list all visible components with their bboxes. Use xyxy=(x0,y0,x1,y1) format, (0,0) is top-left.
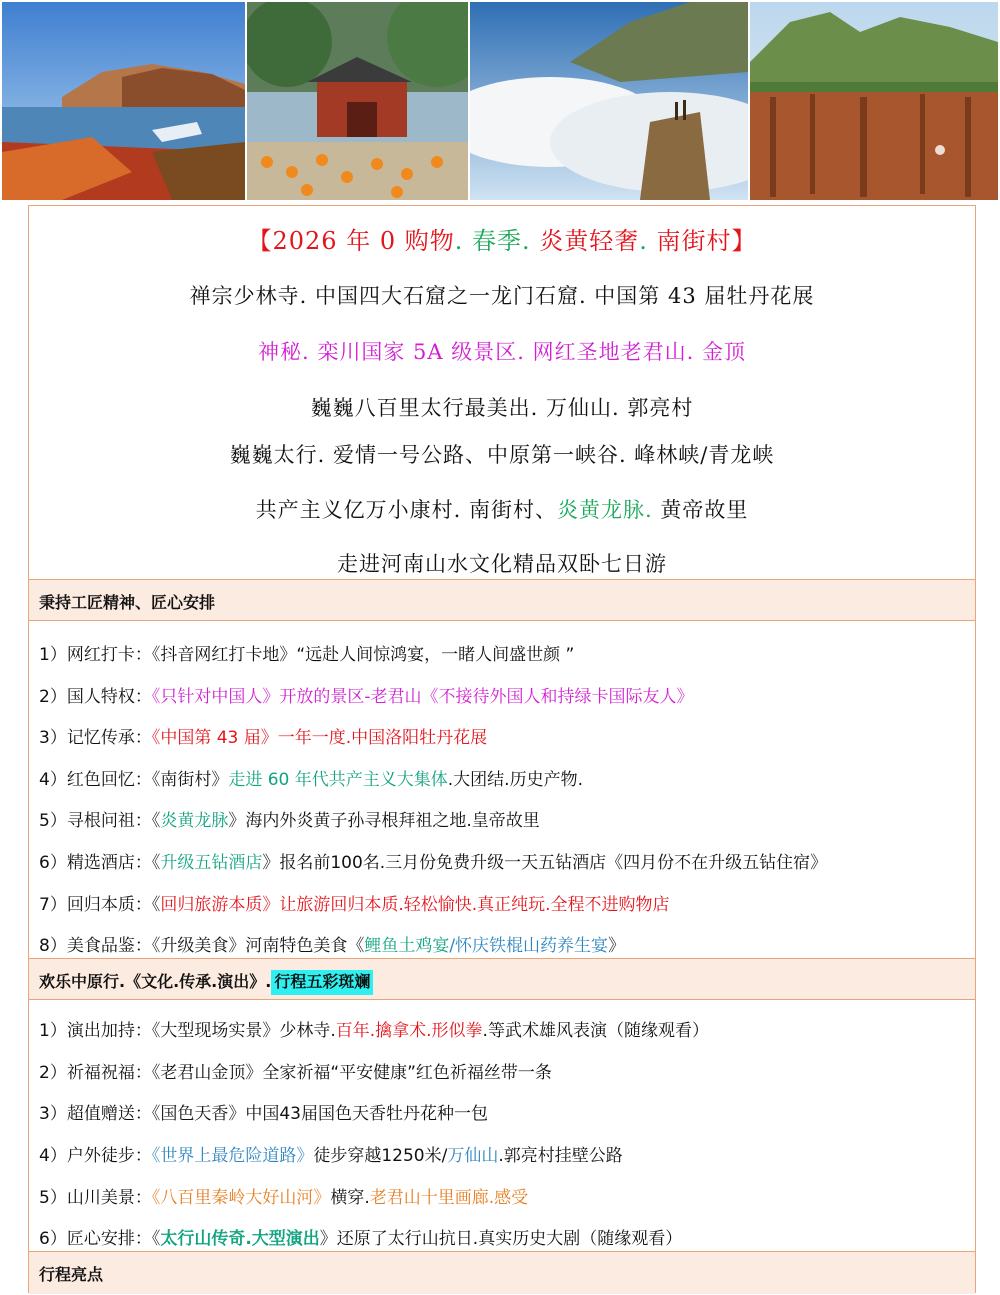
item-highlight: 《只针对中国人》开放的景区-老君山《不接待外国人和持绿卡国际友人》 xyxy=(151,687,694,707)
section-title-text: 欢乐中原行.《文化.传承.演出》. xyxy=(39,972,272,991)
item-text: 8）美食品鉴：《升级美食》河南特色美食《 xyxy=(39,936,365,956)
item-text: 3）记忆传承： xyxy=(39,728,152,748)
title-dot: . xyxy=(639,227,657,255)
item-text: 5）山川美景： xyxy=(39,1188,152,1208)
item-highlight: 《世界上最危险道路》 xyxy=(151,1146,314,1166)
item-text: 1）网红打卡：《抖音网红打卡地》“远赴人间惊鸿宴，一睹人间盛世颜 ” xyxy=(39,645,575,665)
lake-cliff-photo xyxy=(2,2,245,200)
section-title-highlight: 行程五彩斑斓 xyxy=(271,970,373,995)
header-line-1: 禅宗少林寺. 中国四大石窟之一龙门石窟. 中国第 43 届牡丹花展 xyxy=(189,284,815,308)
item-text: 7）回归本质：《 xyxy=(39,895,161,915)
item-text: 徒步穿越1250米/ xyxy=(313,1146,448,1166)
list-item xyxy=(39,1016,709,1041)
header-line-6: 走进河南山水文化精品双卧七日游 xyxy=(337,552,667,576)
item-highlight: 走进 60 年代共产主义大集体 xyxy=(228,770,448,790)
item-text: 2）祈福祝福：《老君山金顶》全家祈福“平安健康”红色祈福丝带一条 xyxy=(39,1063,552,1083)
section-header-culture xyxy=(29,958,975,1000)
cloud-sea-cliff-photo xyxy=(470,2,748,200)
list-item xyxy=(39,723,487,748)
section-header-highlights xyxy=(29,1251,975,1294)
header-line-5-part: 黄帝故里 xyxy=(652,498,749,522)
item-text: 4）红色回忆：《南街村》 xyxy=(39,770,229,790)
item-highlight: 升级五钻酒店 xyxy=(160,853,263,873)
header-line-3: 巍巍八百里太行最美出. 万仙山. 郭亮村 xyxy=(310,396,694,420)
list-item xyxy=(39,1183,528,1208)
title-village: 南街村 xyxy=(656,227,732,255)
item-highlight: 太行山传奇.大型演出 xyxy=(160,1229,320,1249)
item-text: 》海内外炎黄子孙寻根拜祖之地.皇帝故里 xyxy=(228,811,540,831)
item-text: .大团结.历史产物. xyxy=(447,770,583,790)
item-text: 4）户外徒步： xyxy=(39,1146,152,1166)
item-text: .等武术雄风表演（随缘观看） xyxy=(482,1021,709,1041)
item-highlight: 老君山十里画廊.感受 xyxy=(369,1188,529,1208)
item-highlight: 炎黄龙脉 xyxy=(160,811,229,831)
item-highlight: 百年.擒拿术.形似拳 xyxy=(335,1021,483,1041)
item-text: .郭亮村挂壁公路 xyxy=(498,1146,623,1166)
title-luxury: 炎黄轻奢 xyxy=(539,227,640,255)
list-item xyxy=(39,682,693,707)
title-dot: . xyxy=(521,227,540,255)
list-item xyxy=(39,890,670,915)
header-line-5-highlight: 炎黄龙脉. xyxy=(556,498,653,522)
section-title: 秉持工匠精神、匠心安排 xyxy=(39,593,216,612)
list-item xyxy=(39,848,827,873)
title-close: 】 xyxy=(731,227,757,255)
header-line-4: 巍巍太行. 爱情一号公路、中原第一峡谷. 峰林峡/青龙峡 xyxy=(229,443,775,467)
header-line-5-part: 共产主义亿万小康村. 南街村、 xyxy=(255,498,557,522)
header-line-5 xyxy=(29,494,975,524)
item-text: 》 xyxy=(608,936,626,956)
section-title xyxy=(39,969,373,992)
itinerary-title xyxy=(29,221,975,256)
header-line-2: 神秘. 栾川国家 5A 级景区. 网红圣地老君山. 金顶 xyxy=(258,340,746,364)
item-text: 5）寻根问祖：《 xyxy=(39,811,161,831)
itinerary-frame xyxy=(28,205,976,1293)
item-text: 》报名前100名.三月份免费升级一天五钻酒店《四月份不在升级五钻住宿》 xyxy=(262,853,828,873)
itinerary-header xyxy=(29,206,975,579)
item-highlight: /怀庆铁棍山药养生宴 xyxy=(449,936,609,956)
list-item xyxy=(39,640,574,665)
title-main: 【2026 年 0 购物 xyxy=(247,227,455,255)
list-item xyxy=(39,765,583,790)
item-highlight: 万仙山 xyxy=(447,1146,499,1166)
list-item xyxy=(39,1141,623,1166)
taihang-cliff-photo xyxy=(750,2,998,200)
shaolin-temple-photo xyxy=(247,2,468,200)
item-text: 6）精选酒店：《 xyxy=(39,853,161,873)
photo-strip xyxy=(0,0,1000,200)
list-item xyxy=(39,931,625,956)
section-header-craftsmanship xyxy=(29,579,975,621)
item-highlight: 鲤鱼土鸡宴 xyxy=(364,936,450,956)
item-highlight: 《八百里秦岭大好山河》 xyxy=(151,1188,331,1208)
list-item xyxy=(39,806,540,831)
item-text: 3）超值赠送：《国色天香》中国43届国色天香牡丹花种一包 xyxy=(39,1104,488,1124)
item-text: 2）国人特权： xyxy=(39,687,152,707)
item-highlight: 《中国第 43 届》一年一度.中国洛阳牡丹花展 xyxy=(151,728,488,748)
section-title: 行程亮点 xyxy=(39,1265,104,1284)
item-text: 横穿. xyxy=(330,1188,370,1208)
list-item xyxy=(39,1224,682,1249)
item-text: 1）演出加持：《大型现场实景》少林寺. xyxy=(39,1021,336,1041)
list-item xyxy=(39,1099,488,1124)
item-highlight: 回归旅游本质》让旅游回归本质.轻松愉快.真正纯玩.全程不进购物店 xyxy=(160,895,670,915)
item-text: 6）匠心安排：《 xyxy=(39,1229,161,1249)
list-item xyxy=(39,1058,552,1083)
item-text: 》还原了太行山抗日.真实历史大剧（随缘观看） xyxy=(319,1229,683,1249)
title-spring: . 春季 xyxy=(454,227,522,255)
